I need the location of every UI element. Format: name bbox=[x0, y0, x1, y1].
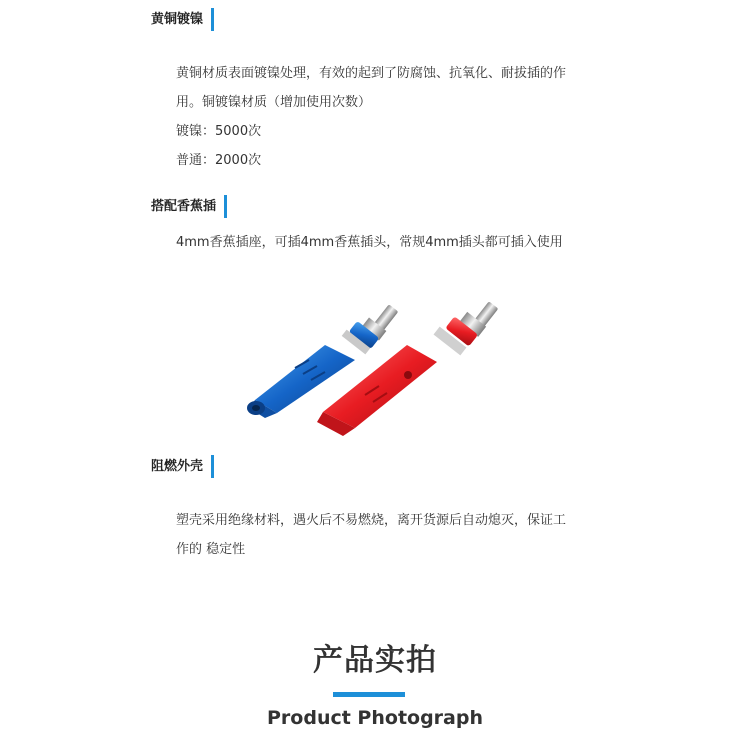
red-banana-plug bbox=[317, 301, 498, 436]
heading-underline bbox=[333, 692, 405, 697]
paragraph-line: 4mm香蕉插座，可插4mm香蕉插头，常规4mm插头都可插入使用 bbox=[176, 235, 563, 250]
product-photos-subheading: Product Photograph bbox=[267, 707, 483, 729]
paragraph-line: 普通：2000次 bbox=[176, 153, 262, 168]
paragraph-line: 镀镍：5000次 bbox=[176, 124, 262, 139]
product-photos-heading: 产品实拍 bbox=[313, 643, 437, 678]
section-title-text: 搭配香蕉插 bbox=[151, 198, 217, 214]
title-accent-bar bbox=[211, 455, 214, 478]
section-title-text: 阻燃外壳 bbox=[151, 458, 204, 474]
paragraph-line: 塑壳采用绝缘材料，遇火后不易燃烧，离开货源后自动熄灭，保证工 bbox=[176, 513, 567, 528]
paragraph-line: 作的 稳定性 bbox=[176, 542, 246, 557]
paragraph-line: 黄铜材质表面镀镍处理，有效的起到了防腐蚀、抗氧化、耐拔插的作 bbox=[176, 66, 567, 81]
section-title-nickel-plating bbox=[151, 8, 214, 31]
section-title-banana-plug bbox=[151, 195, 227, 218]
title-accent-bar bbox=[211, 8, 214, 31]
section-title-text: 黄铜镀镍 bbox=[151, 11, 204, 27]
paragraph-line: 用。铜镀镍材质（增加使用次数） bbox=[176, 95, 372, 110]
section-title-flame-retardant bbox=[151, 455, 214, 478]
title-accent-bar bbox=[224, 195, 227, 218]
product-photo bbox=[225, 290, 525, 445]
